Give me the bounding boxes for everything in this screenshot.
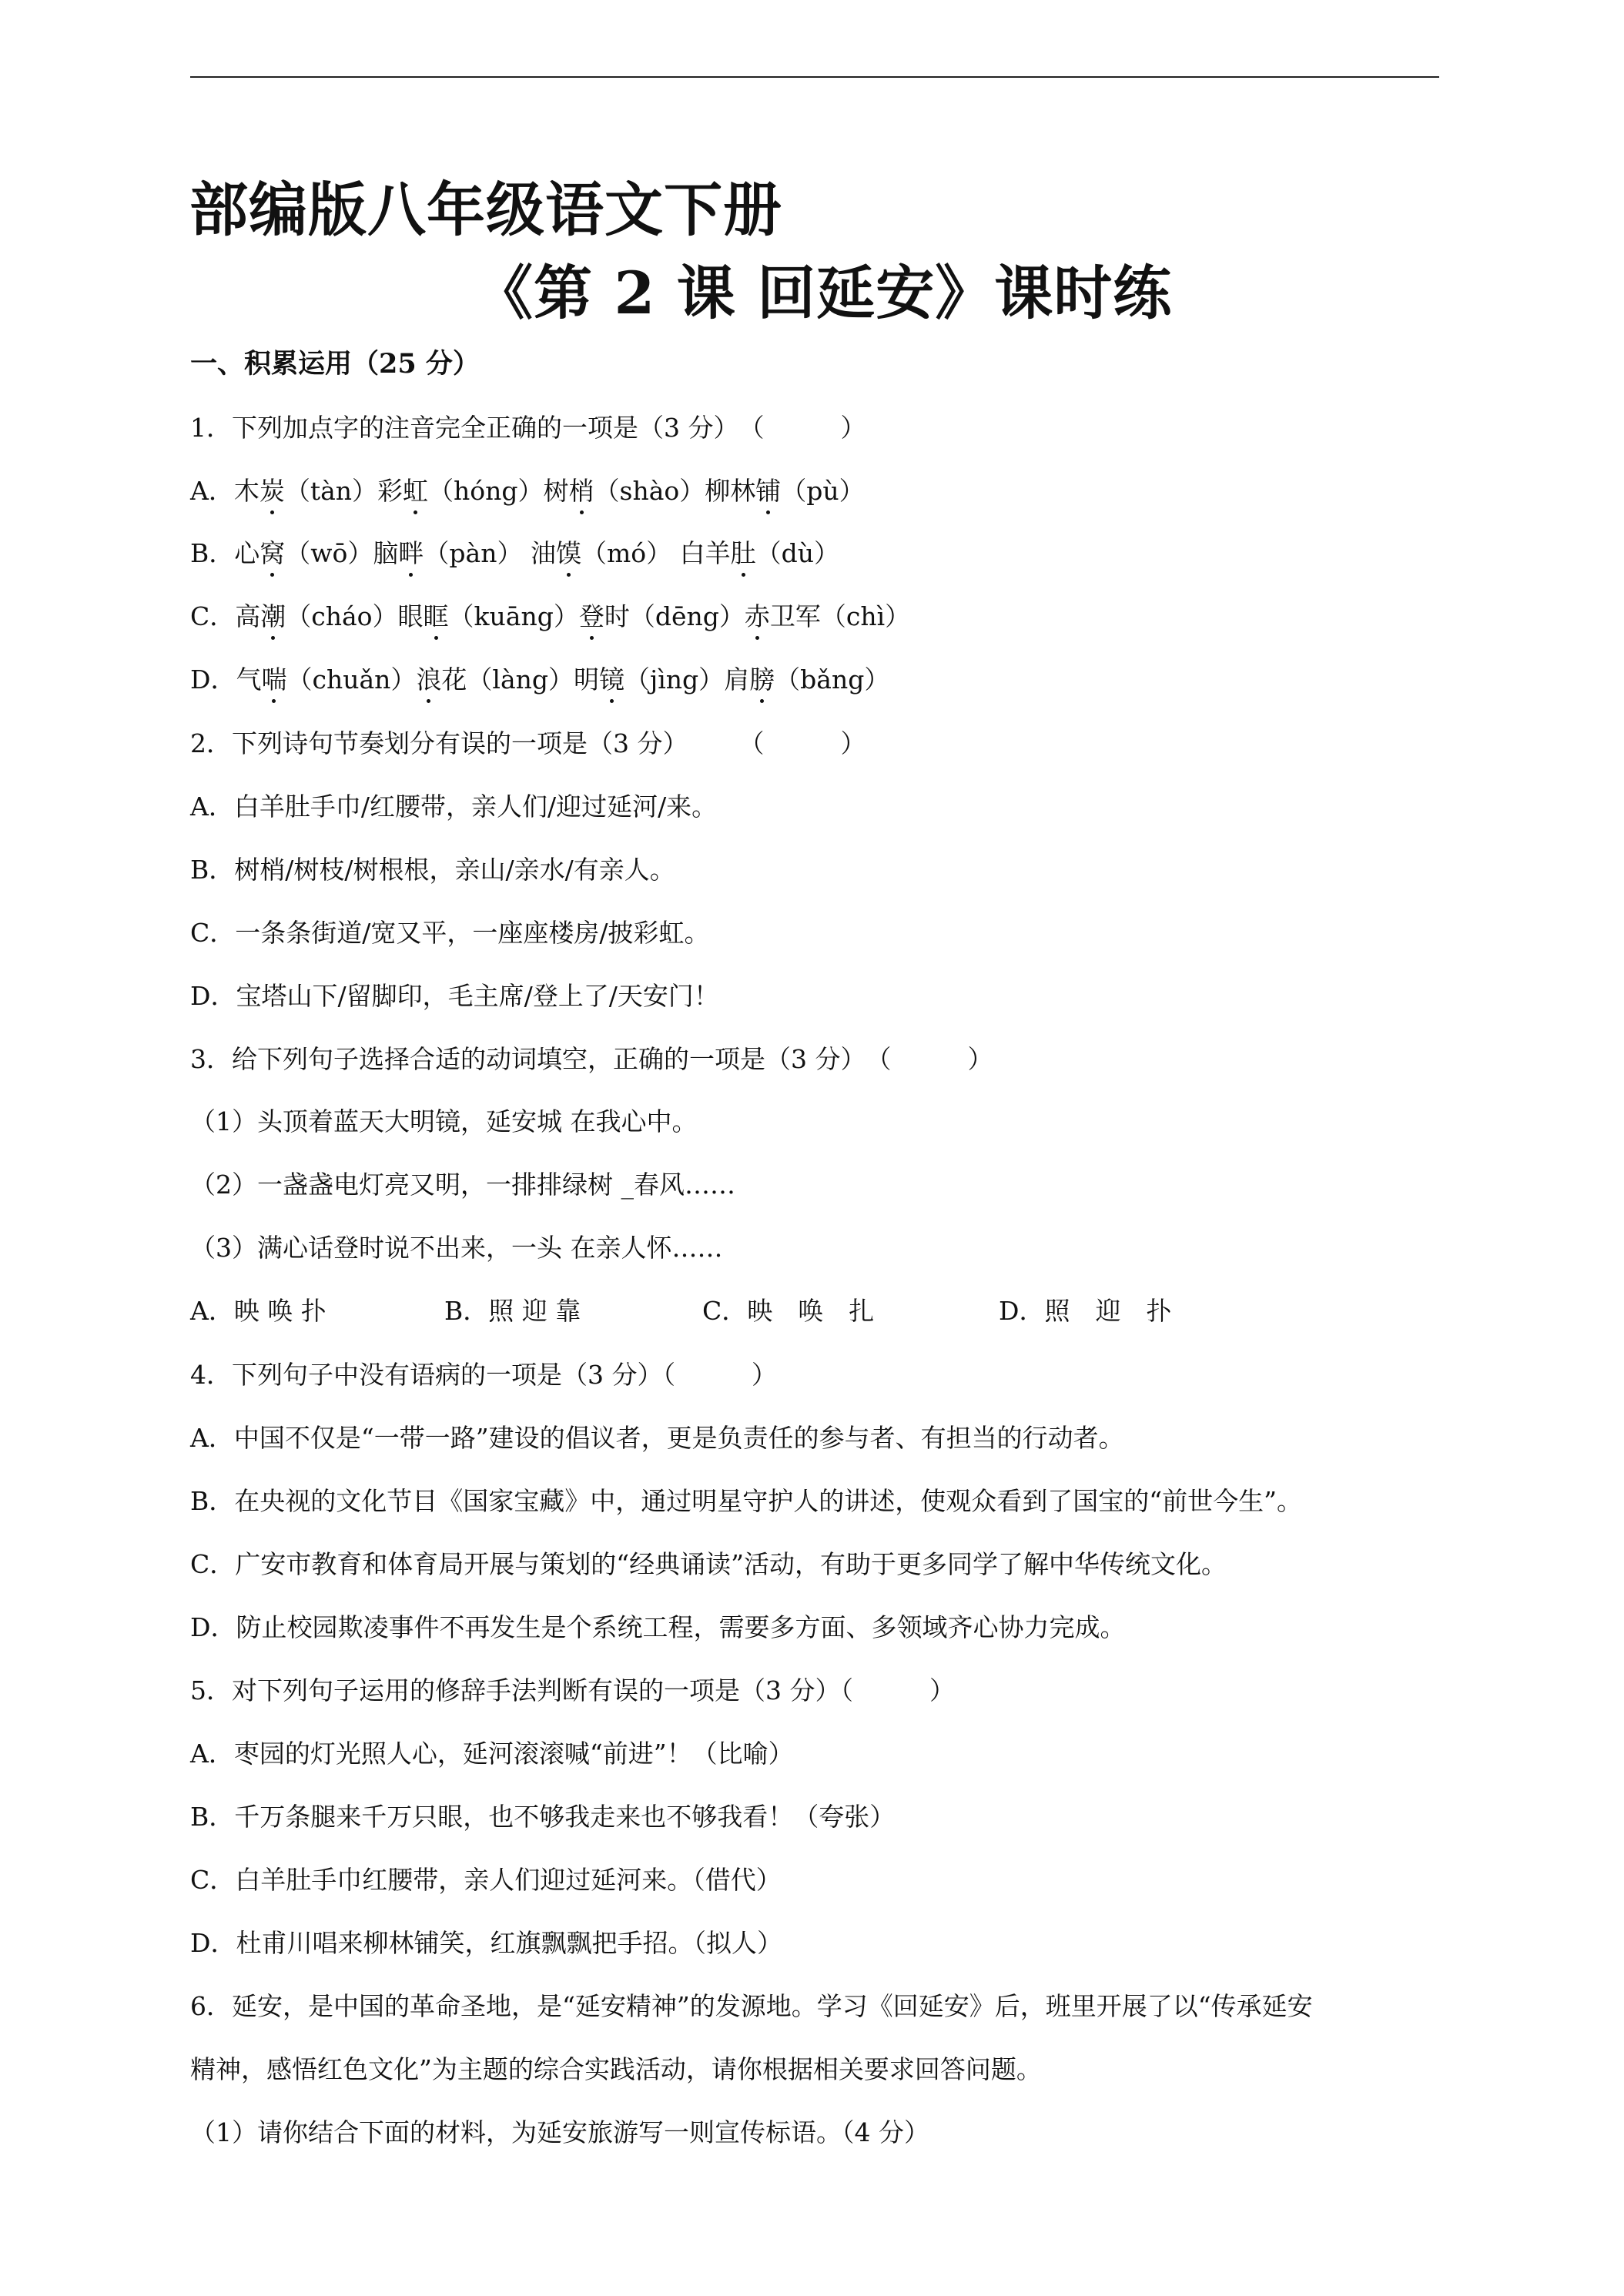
option-text: 花（làng）明 (441, 664, 599, 694)
question-5-option-d: D．杜甫川唱来柳林铺笑，红旗飘飘把手招。（拟人） (190, 1928, 782, 1958)
option-text: （tàn）彩 (284, 476, 403, 506)
question-6-subquestion-1: （1）请你结合下面的材料，为延安旅游写一则宣传标语。（4 分） (190, 2117, 929, 2147)
question-3-sentence-2: （2）一盏盏电灯亮又明，一排排绿树 _春风…… (190, 1170, 735, 1200)
question-1-option-c (190, 597, 910, 633)
option-text: （pàn） 油 (424, 538, 556, 568)
option-text: （kuāng） (448, 601, 579, 631)
question-1-option-b (190, 534, 839, 570)
question-2-option-c: C．一条条街道/宽又平，一座座楼房/披彩虹。 (190, 918, 710, 948)
question-4-option-c: C．广安市教育和体育局开展与策划的“经典诵读”活动，有助于更多同学了解中华传统文化。 (190, 1549, 1227, 1579)
question-3-option-a: A．映 唤 扑 (190, 1296, 326, 1326)
question-2-option-d: D．宝塔山下/留脚印，毛主席/登上了/天安门！ (190, 981, 719, 1011)
dotted-char: 赤 (745, 597, 770, 633)
option-text: D．气 (190, 664, 262, 694)
question-2-option-b: B．树梢/树枝/树根根，亲山/亲水/有亲人。 (190, 855, 675, 885)
option-text: （cháo）眼 (286, 601, 424, 631)
question-1-stem: 1．下列加点字的注音完全正确的一项是（3 分） （ ） (190, 413, 866, 443)
question-6-stem-line1: 6．延安，是中国的革命圣地，是“延安精神”的发源地。学习《回延安》后，班里开展了以“传承延安 (190, 1991, 1313, 2021)
header-rule (190, 76, 1439, 78)
dotted-char: 炭 (260, 471, 285, 507)
option-text: 卫军（chì） (769, 601, 911, 631)
question-3-sentence-3: （3）满心话登时说不出来，一头 在亲人怀…… (190, 1233, 723, 1263)
option-text: （chuǎn） (286, 664, 417, 694)
option-text: （pù） (781, 476, 865, 506)
question-3-stem: 3．给下列句子选择合适的动词填空，正确的一项是（3 分） （ ） (190, 1044, 993, 1074)
question-2-option-a: A．白羊肚手巾/红腰带，亲人们/迎过延河/来。 (190, 792, 718, 822)
option-text: 时（dēng） (604, 601, 745, 631)
option-text: （mó） 白羊 (581, 538, 731, 568)
question-3-sentence-1: （1）头顶着蓝天大明镜，延安城 在我心中。 (190, 1106, 698, 1136)
dotted-char: 铺 (755, 471, 781, 507)
question-4-option-a: A．中国不仅是“一带一路”建设的倡议者，更是负责任的参与者、有担当的行动者。 (190, 1423, 1124, 1453)
question-4-stem: 4．下列句子中没有语病的一项是（3 分）（ ） (190, 1360, 777, 1390)
question-4-option-d: D．防止校园欺凌事件不再发生是个系统工程，需要多方面、多领域齐心协力完成。 (190, 1612, 1126, 1642)
question-2-stem: 2．下列诗句节奏划分有误的一项是（3 分） （ ） (190, 728, 866, 758)
dotted-char: 肚 (731, 534, 756, 570)
dotted-char: 登 (579, 597, 604, 633)
dotted-char: 畔 (398, 534, 424, 570)
option-text: （hóng）树 (428, 476, 569, 506)
question-6-stem-line2: 精神，感悟红色文化”为主题的综合实践活动，请你根据相关要求回答问题。 (190, 2054, 1042, 2084)
dotted-char: 喘 (261, 660, 286, 696)
question-5-option-b: B．千万条腿来千万只眼，也不够我走来也不够我看！（夸张） (190, 1802, 896, 1832)
question-4-option-b: B．在央视的文化节目《国家宝藏》中，通过明星守护人的讲述，使观众看到了国宝的“前世今生”。 (190, 1486, 1302, 1516)
dotted-char: 镜 (599, 660, 624, 696)
document-title-line2: 《第 2 课 回延安》课时练 (474, 259, 1173, 327)
option-text: A．木 (190, 476, 260, 506)
section-heading: 一、积累运用（25 分） (190, 348, 480, 380)
question-3-option-d: D．照 迎 扑 (999, 1296, 1172, 1326)
question-5-option-c: C．白羊肚手巾红腰带，亲人们迎过延河来。（借代） (190, 1865, 782, 1895)
question-3-option-b: B．照 迎 靠 (444, 1296, 581, 1326)
question-1-option-d (190, 660, 889, 696)
question-3-option-c: C．映 唤 扎 (702, 1296, 875, 1326)
option-text: C．高 (190, 601, 261, 631)
question-3-options (190, 1291, 1171, 1327)
option-text: （shào）柳林 (594, 476, 756, 506)
question-5-stem: 5．对下列句子运用的修辞手法判断有误的一项是（3 分）（ ） (190, 1675, 955, 1705)
dotted-char: 梢 (569, 471, 594, 507)
dotted-char: 虹 (403, 471, 428, 507)
option-text: （dù） (755, 538, 839, 568)
option-text: （jìng）肩 (624, 664, 750, 694)
option-text: （wō）脑 (285, 538, 399, 568)
document-title-line1: 部编版八年级语文下册 (189, 176, 782, 244)
dotted-char: 眶 (424, 597, 449, 633)
dotted-char: 窝 (260, 534, 285, 570)
dotted-char: 浪 (416, 660, 441, 696)
question-1-option-a (190, 471, 865, 507)
dotted-char: 潮 (260, 597, 286, 633)
dotted-char: 馍 (556, 534, 581, 570)
option-text: （bǎng） (775, 664, 890, 694)
option-text: B．心 (190, 538, 260, 568)
dotted-char: 膀 (749, 660, 775, 696)
question-5-option-a: A．枣园的灯光照人心，延河滚滚喊“前进”！（比喻） (190, 1739, 794, 1769)
